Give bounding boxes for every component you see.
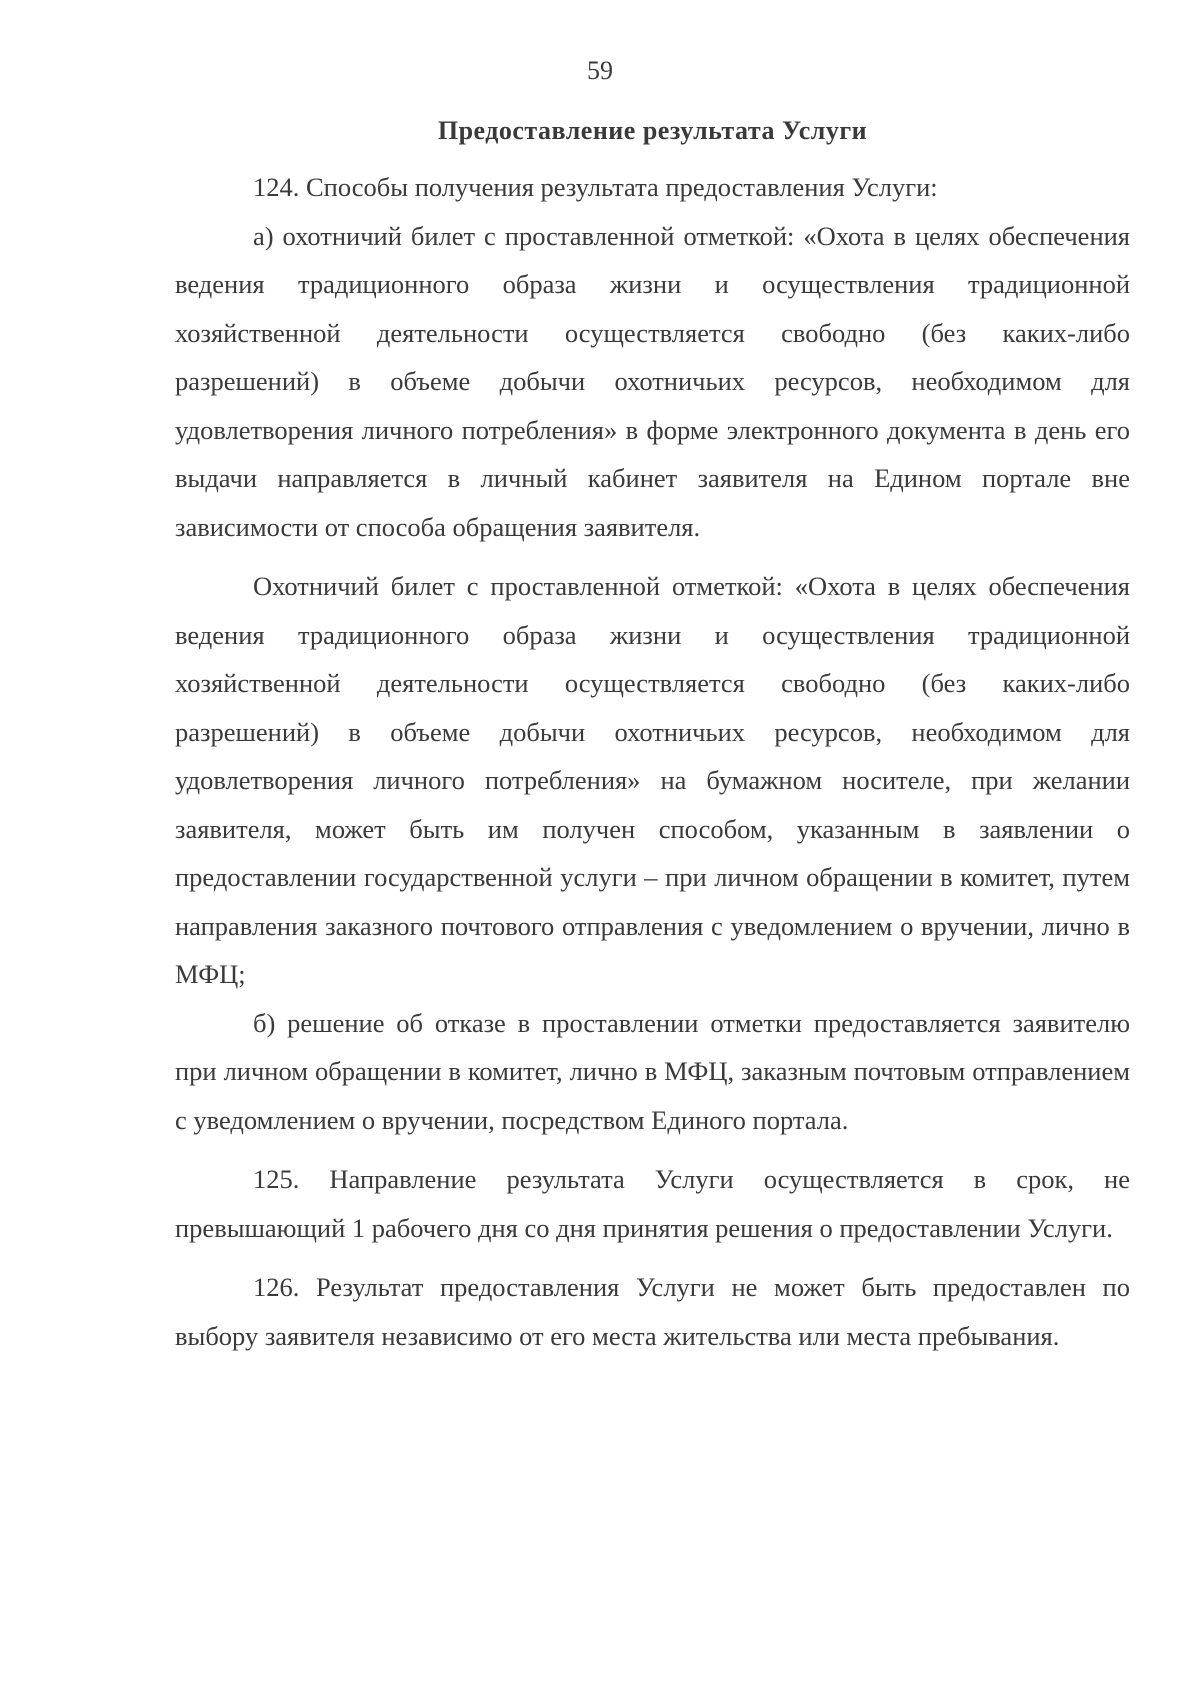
page-number: 59 bbox=[587, 56, 613, 85]
paragraph-124-b: б) решение об отказе в проставлении отметки предоставляется заявителю при личном обращении в комитет, лично в МФЦ, заказным почтовым отправлением с уведомлением о вручении, посредством Единого портала. bbox=[175, 1007, 1130, 1135]
document-body bbox=[175, 163, 1130, 1360]
paragraph-124: 124. Способы получения результата предоставления Услуги: bbox=[253, 172, 938, 202]
paragraph-126: 126. Результат предоставления Услуги не может быть предоставлен по выбору заявителя независимо от его места жительства или места пребывания. bbox=[175, 1272, 1130, 1351]
section-heading: Предоставление результата Услуги bbox=[437, 116, 868, 145]
paragraph-hunting-ticket-paper: Охотничий билет с проставленной отметкой: «Охота в целях обеспечения ведения традиционного образа жизни и осуществления традиционной хозяйственной деятельности осуществляется свободно (без каких-либо разрешений) в объеме добычи охотничьих ресурсов, необходимом для удовлетворения личного потребления» на бумажном носителе, при желании заявителя, может быть им получен способом, указанным в заявлении о предоставлении государственной услуги – при личном обращении в комитет, путем направления заказного почтового отправления с уведомлением о вручении, лично в МФЦ; bbox=[175, 571, 1130, 989]
paragraph-124-a: а) охотничий билет с проставленной отметкой: «Охота в целях обеспечения ведения традиционного образа жизни и осуществления традиционной хозяйственной деятельности осуществляется свободно (без каких-либо разрешений) в объеме добычи охотничьих ресурсов, необходимом для удовлетворения личного потребления» в форме электронного документа в день его выдачи направляется в личный кабинет заявителя на Едином портале вне зависимости от способа обращения заявителя. bbox=[175, 220, 1130, 542]
paragraph-125: 125. Направление результата Услуги осуществляется в срок, не превышающий 1 рабочего дня со дня принятия решения о предоставлении Услуги. bbox=[175, 1164, 1130, 1243]
